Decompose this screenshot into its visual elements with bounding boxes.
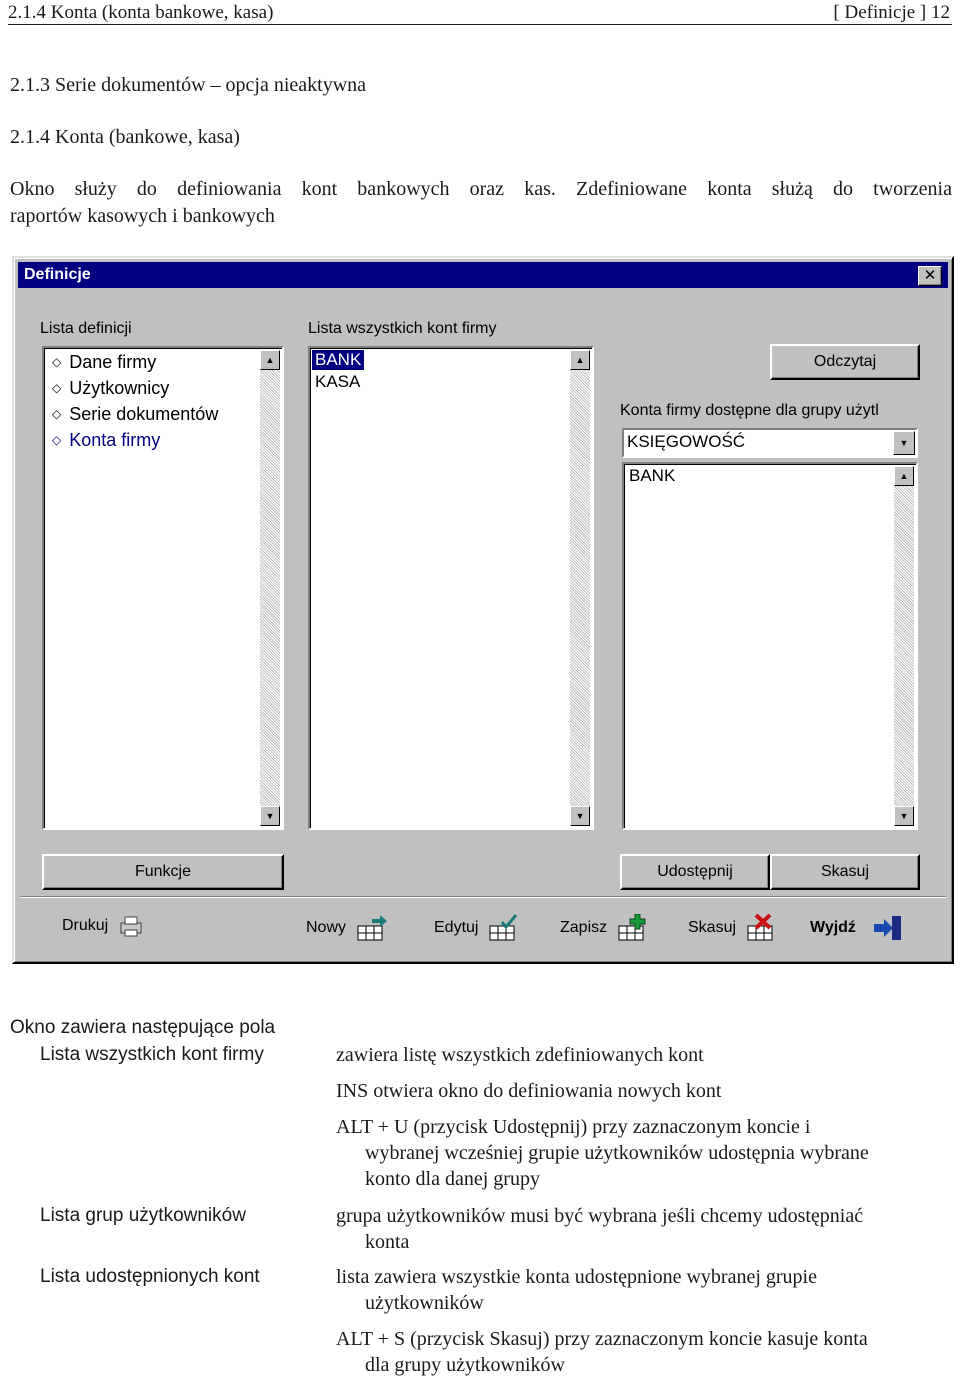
skasuj-button[interactable] bbox=[770, 854, 920, 890]
diamond-icon: ◇ bbox=[52, 407, 62, 421]
header-rule bbox=[8, 24, 952, 25]
funkcje-button[interactable] bbox=[42, 854, 284, 890]
nowy-toolbar-button[interactable] bbox=[306, 914, 388, 942]
toolbar-separator bbox=[20, 896, 946, 898]
edytuj-toolbar-button[interactable] bbox=[434, 914, 520, 942]
section-213-heading: 2.1.3 Serie dokumentów – opcja nieaktywna bbox=[10, 74, 367, 96]
definicja-item-serie-dokumentow[interactable] bbox=[52, 404, 218, 425]
diamond-icon: ◇ bbox=[52, 355, 62, 369]
lista-kont-label: Lista wszystkich kont firmy bbox=[308, 320, 497, 337]
udostepnione-scrollbar[interactable] bbox=[894, 466, 914, 826]
skasuj-toolbar-button[interactable] bbox=[688, 914, 778, 942]
field-desc-line: ALT + U (przycisk Udostępnij) przy zaznaczonym koncie i bbox=[336, 1116, 811, 1138]
field-desc-line: lista zawiera wszystkie konta udostępnione wybranej grupie bbox=[336, 1266, 817, 1288]
field-desc-line: dla grupy użytkowników bbox=[365, 1354, 565, 1376]
section-214-heading: 2.1.4 Konta (bankowe, kasa) bbox=[10, 126, 240, 148]
field-desc-line: wybranej wcześniej grupie użytkowników udostępnia wybrane bbox=[365, 1142, 869, 1164]
diamond-icon: ◇ bbox=[52, 433, 62, 447]
zapisz-label: Zapisz bbox=[560, 919, 608, 936]
field-desc-line: INS otwiera okno do definiowania nowych kont bbox=[336, 1080, 722, 1102]
definicja-item-label: Dane firmy bbox=[69, 352, 157, 372]
definicje-dialog bbox=[12, 256, 954, 964]
field-name-lista-grup: Lista grup użytkowników bbox=[40, 1205, 246, 1226]
field-name-lista-kont: Lista wszystkich kont firmy bbox=[40, 1044, 264, 1065]
scroll-down-arrow-icon[interactable]: ▼ bbox=[894, 806, 914, 826]
udostepnij-button-label: Udostępnij bbox=[657, 863, 733, 880]
definicja-item-uzytkownicy[interactable] bbox=[52, 378, 169, 399]
delete-record-icon bbox=[746, 914, 778, 942]
lista-kont-listbox[interactable] bbox=[308, 346, 594, 830]
field-desc-line: zawiera listę wszystkich zdefiniowanych kont bbox=[336, 1044, 704, 1066]
page-header-title: 2.1.4 Konta (konta bankowe, kasa) bbox=[8, 2, 274, 23]
skasuj-button-label: Skasuj bbox=[820, 863, 870, 880]
intro-paragraph-line2: raportów kasowych i bankowych bbox=[10, 205, 275, 227]
new-record-icon bbox=[356, 914, 388, 942]
lista-definicji-listbox[interactable] bbox=[42, 346, 284, 830]
drukuj-toolbar-button[interactable] bbox=[62, 914, 144, 938]
udostepnione-konta-listbox[interactable] bbox=[622, 462, 918, 830]
field-name-lista-udostepnionych: Lista udostępnionych kont bbox=[40, 1266, 260, 1287]
grupa-selected-value: KSIĘGOWOŚĆ bbox=[627, 432, 746, 451]
field-desc-line: grupa użytkowników musi być wybrana jeśli chcemy udostępniać bbox=[336, 1205, 864, 1227]
udostepnione-item-bank[interactable]: BANK bbox=[629, 466, 676, 485]
odczytaj-button-label: Odczytaj bbox=[813, 353, 877, 370]
konta-dostepne-label: Konta firmy dostępne dla grupy użytl bbox=[620, 402, 879, 419]
lista-definicji-label: Lista definicji bbox=[40, 320, 132, 337]
konto-item-bank[interactable]: BANK bbox=[312, 350, 364, 370]
dropdown-arrow-icon[interactable]: ▼ bbox=[893, 431, 915, 455]
exit-door-icon bbox=[872, 914, 904, 942]
definicja-item-label: Serie dokumentów bbox=[69, 404, 219, 424]
field-desc-line: konto dla danej grupy bbox=[365, 1168, 540, 1190]
printer-icon bbox=[118, 914, 144, 938]
edit-record-icon bbox=[488, 914, 520, 942]
fields-intro: Okno zawiera następujące pola bbox=[10, 1017, 276, 1038]
drukuj-label: Drukuj bbox=[62, 917, 109, 934]
field-desc-line: ALT + S (przycisk Skasuj) przy zaznaczonym koncie kasuje konta bbox=[336, 1328, 868, 1350]
wyjdz-toolbar-button[interactable] bbox=[810, 914, 904, 942]
skasuj-toolbar-label: Skasuj bbox=[688, 919, 737, 936]
close-button[interactable] bbox=[918, 266, 942, 286]
wyjdz-label: Wyjdź bbox=[810, 919, 856, 936]
odczytaj-button[interactable] bbox=[770, 344, 920, 380]
definicja-item-label: Konta firmy bbox=[69, 430, 161, 450]
dialog-title: Definicje bbox=[24, 266, 91, 283]
field-desc-line: konta bbox=[365, 1231, 410, 1253]
konto-item-kasa[interactable]: KASA bbox=[315, 372, 361, 391]
scroll-up-arrow-icon[interactable]: ▲ bbox=[894, 466, 914, 486]
udostepnij-button[interactable] bbox=[620, 854, 770, 890]
scroll-up-arrow-icon[interactable]: ▲ bbox=[570, 350, 590, 370]
diamond-icon: ◇ bbox=[52, 381, 62, 395]
lista-definicji-scrollbar[interactable] bbox=[260, 350, 280, 826]
scroll-down-arrow-icon[interactable]: ▼ bbox=[570, 806, 590, 826]
scroll-up-arrow-icon[interactable]: ▲ bbox=[260, 350, 280, 370]
lista-kont-scrollbar[interactable] bbox=[570, 350, 590, 826]
edytuj-label: Edytuj bbox=[434, 919, 479, 936]
grupa-uzytkownikow-select[interactable] bbox=[622, 428, 918, 458]
page-header-section: [ Definicje ] 12 bbox=[833, 2, 950, 23]
dialog-titlebar[interactable] bbox=[18, 262, 948, 288]
nowy-label: Nowy bbox=[306, 919, 347, 936]
field-desc-line: użytkowników bbox=[365, 1292, 484, 1314]
scroll-down-arrow-icon[interactable]: ▼ bbox=[260, 806, 280, 826]
definicja-item-dane-firmy[interactable] bbox=[52, 352, 156, 373]
funkcje-button-label: Funkcje bbox=[134, 863, 192, 880]
close-icon: ✕ bbox=[923, 267, 937, 284]
intro-paragraph-line1: Okno służy do definiowania kont bankowych oraz kas. Zdefiniowane konta służą do tworzenia bbox=[10, 178, 952, 200]
zapisz-toolbar-button[interactable] bbox=[560, 914, 649, 942]
definicja-item-konta-firmy[interactable] bbox=[52, 430, 160, 451]
save-record-icon bbox=[617, 914, 649, 942]
definicja-item-label: Użytkownicy bbox=[69, 378, 170, 398]
